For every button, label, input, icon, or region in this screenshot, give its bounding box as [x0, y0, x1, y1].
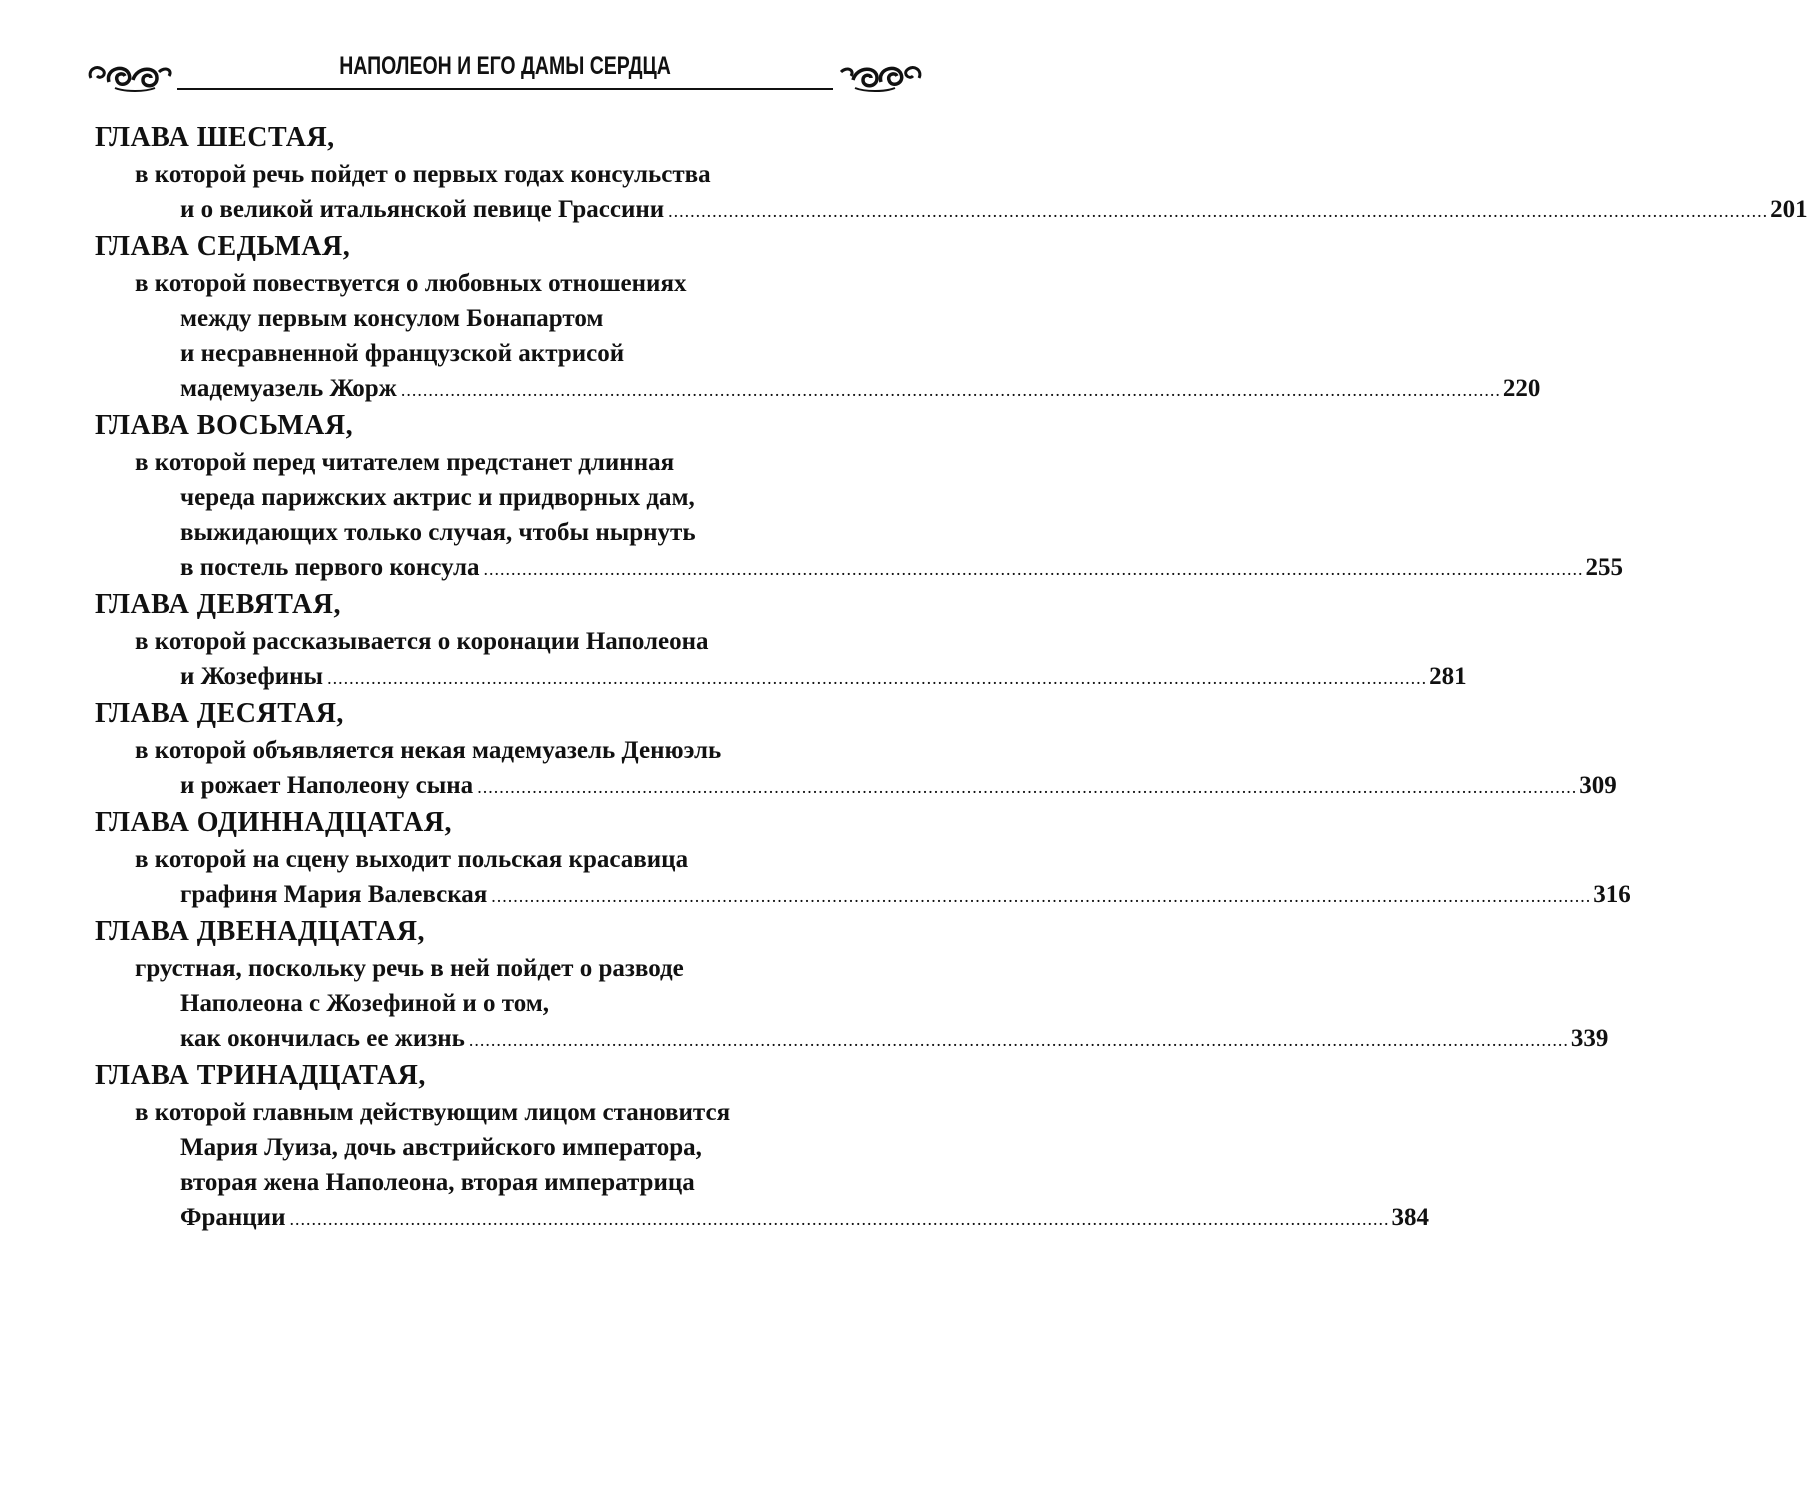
- entry-text: грустная, поскольку речь в ней пойдет о разводе: [135, 955, 684, 982]
- dot-leader: ........................................................................................................................................................................................................: [491, 886, 1592, 906]
- ornament-icon: [85, 58, 175, 94]
- chapter-title: ГЛАВА ВОСЬМАЯ,: [95, 410, 354, 441]
- entry-line: [95, 986, 935, 1021]
- entry-text: графиня Мария Валевская: [180, 881, 488, 908]
- entry-text: мадемуазель Жорж: [180, 375, 397, 402]
- entry-text: в которой объявляется некая мадемуазель Денюэль: [135, 737, 722, 764]
- entry-text: в постель первого консула: [180, 554, 480, 581]
- entry-line: [95, 157, 935, 192]
- page-number: 220: [1502, 375, 1541, 402]
- entry-text: Мария Луиза, дочь австрийского императора,: [180, 1134, 702, 1161]
- table-of-contents: [95, 118, 1808, 1235]
- dot-leader: ........................................................................................................................................................................................................: [400, 380, 1501, 400]
- dot-leader: ........................................................................................................................................................................................................: [468, 1030, 1569, 1050]
- toc-entry: [95, 585, 1467, 694]
- entry-text: и рожает Наполеону сына: [180, 772, 474, 799]
- entry-line: [95, 624, 935, 659]
- ornament-icon: [835, 58, 925, 94]
- entry-text: и Жозефины: [180, 663, 324, 690]
- entry-text: и несравненной французской актрисой: [180, 340, 625, 367]
- chapter-title: ГЛАВА ДЕВЯТАЯ,: [95, 589, 341, 620]
- entry-text: между первым консулом Бонапартом: [180, 305, 604, 332]
- entry-line: [95, 515, 935, 550]
- page-number: 384: [1391, 1204, 1429, 1231]
- entry-line: [95, 659, 1467, 694]
- page-number: 255: [1585, 554, 1623, 581]
- entry-line: [95, 445, 935, 480]
- toc-entry: [95, 694, 1617, 803]
- chapter-title: ГЛАВА ДВЕНАДЦАТАЯ,: [95, 916, 425, 947]
- entry-text: череда парижских актрис и придворных дам,: [180, 484, 695, 511]
- header-rule: [177, 88, 833, 90]
- entry-text: Франции: [180, 1204, 286, 1231]
- entry-line: [95, 768, 1617, 803]
- entry-line: [95, 371, 1541, 406]
- entry-text: в которой перед читателем предстанет длинная: [135, 449, 675, 476]
- chapter-title: ГЛАВА ТРИНАДЦАТАЯ,: [95, 1060, 426, 1091]
- chapter-title: ГЛАВА СЕДЬМАЯ,: [95, 231, 351, 262]
- entry-text: в которой главным действующим лицом становится: [135, 1099, 731, 1126]
- toc-entry: [95, 912, 1609, 1056]
- entry-text: в которой повествуется о любовных отношениях: [135, 270, 687, 297]
- toc-entry: [95, 1056, 1429, 1235]
- entry-line: [95, 877, 1631, 912]
- toc-entry: [95, 118, 1808, 227]
- entry-line: [95, 336, 935, 371]
- entry-text: в которой на сцену выходит польская красавица: [135, 846, 689, 873]
- page-number: 309: [1579, 772, 1617, 799]
- page-header: [85, 48, 925, 103]
- page-number: 201: [1770, 196, 1808, 223]
- entry-line: [95, 266, 935, 301]
- entry-line: [95, 1095, 935, 1130]
- page-number: 281: [1429, 663, 1467, 690]
- entry-line: [95, 1200, 1429, 1235]
- toc-entry: [95, 803, 1631, 912]
- entry-text: как окончилась ее жизнь: [180, 1025, 465, 1052]
- entry-text: в которой речь пойдет о первых годах консульства: [135, 161, 711, 188]
- entry-line: [95, 842, 935, 877]
- chapter-title: ГЛАВА ШЕСТАЯ,: [95, 122, 335, 153]
- entry-line: [95, 550, 1623, 585]
- entry-text: выжидающих только случая, чтобы нырнуть: [180, 519, 696, 546]
- entry-line: [95, 1021, 1609, 1056]
- chapter-title: ГЛАВА ОДИННАДЦАТАЯ,: [95, 807, 453, 838]
- entry-line: [95, 1165, 935, 1200]
- dot-leader: ........................................................................................................................................................................................................: [477, 777, 1578, 797]
- entry-line: [95, 951, 935, 986]
- entry-line: [95, 480, 935, 515]
- toc-entry: [95, 227, 1541, 406]
- dot-leader: ........................................................................................................................................................................................................: [289, 1209, 1390, 1229]
- dot-leader: ........................................................................................................................................................................................................: [327, 668, 1428, 688]
- dot-leader: ........................................................................................................................................................................................................: [668, 201, 1769, 221]
- entry-line: [95, 733, 935, 768]
- entry-line: [95, 192, 1808, 227]
- chapter-title: ГЛАВА ДЕСЯТАЯ,: [95, 698, 344, 729]
- entry-text: в которой рассказывается о коронации Наполеона: [135, 628, 709, 655]
- entry-text: и о великой итальянской певице Грассини: [180, 196, 665, 223]
- page-number: 316: [1593, 881, 1631, 908]
- entry-text: вторая жена Наполеона, вторая императрица: [180, 1169, 695, 1196]
- entry-line: [95, 1130, 935, 1165]
- entry-line: [95, 301, 935, 336]
- page-number: 339: [1570, 1025, 1609, 1052]
- dot-leader: ........................................................................................................................................................................................................: [483, 559, 1584, 579]
- toc-entry: [95, 406, 1623, 585]
- running-title: НАПОЛЕОН И ЕГО ДАМЫ СЕРДЦА: [339, 52, 671, 80]
- entry-text: Наполеона с Жозефиной и о том,: [180, 990, 550, 1017]
